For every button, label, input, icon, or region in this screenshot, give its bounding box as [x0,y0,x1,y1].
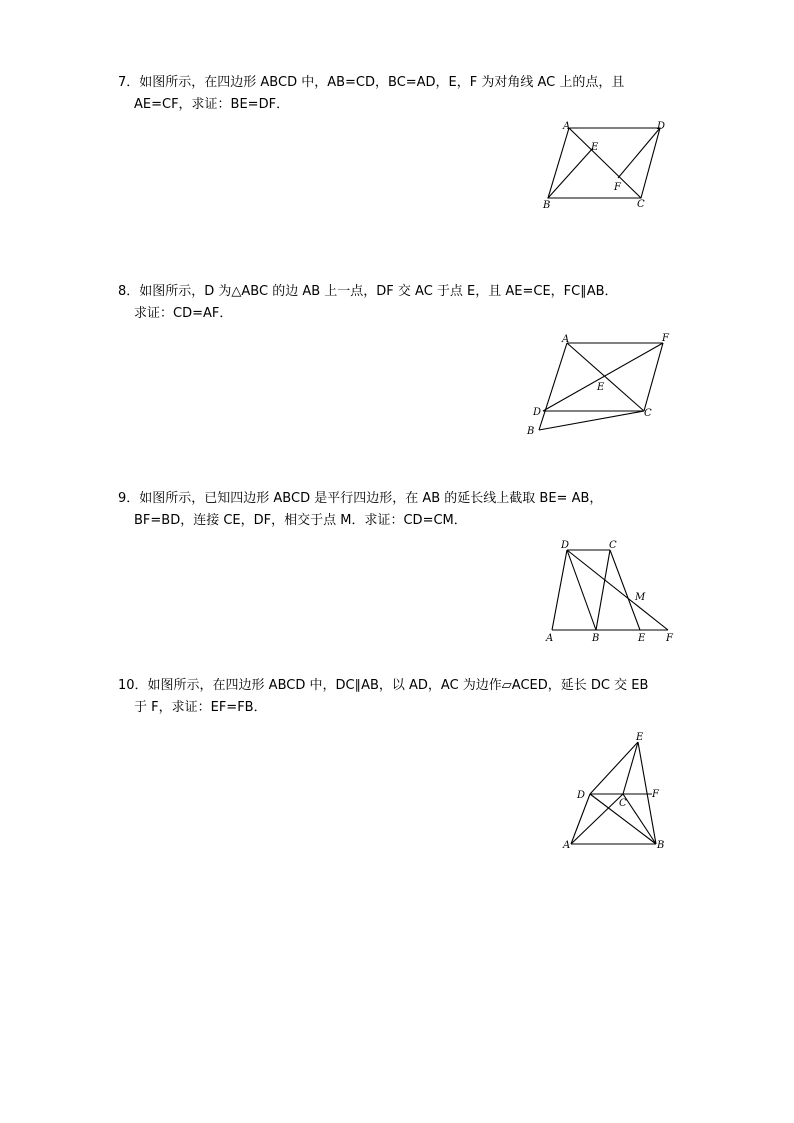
vertex-label-C: C [619,798,627,809]
vertex-label-C: C [637,199,645,210]
vertex-label-E: E [597,382,605,393]
problem-9-line-2: BF=BD，连接 CE，DF，相交于点 M．求证：CD=CM． [134,513,467,528]
vertex-label-B: B [543,200,551,211]
vertex-label-A: A [546,633,554,644]
vertex-label-M: M [635,592,646,603]
vertex-label-D: D [657,121,666,132]
vertex-label-F: F [666,633,673,644]
vertex-label-A: A [563,121,571,132]
vertex-label-C: C [644,408,652,419]
problem-7 [118,72,678,116]
vertex-label-E: E [591,142,599,153]
problem-8 [118,281,678,325]
vertex-label-E: E [638,633,646,644]
problem-7-figure [530,118,680,218]
vertex-label-D: D [533,407,542,418]
problem-9-line-1: 9．如图所示，已知四边形 ABCD 是平行四边形，在 AB 的延长线上截取 BE= AB， [118,491,603,506]
vertex-label-F: F [652,789,659,800]
vertex-label-A: A [563,840,571,851]
vertex-label-B: B [657,840,665,851]
vertex-label-D: D [577,790,586,801]
vertex-label-B: B [592,633,600,644]
vertex-label-E: E [636,732,644,743]
vertex-label-F: F [662,333,669,344]
problem-8-line-1: 8．如图所示，D 为△ABC 的边 AB 上一点，DF 交 AC 于点 E，且 AE=CE，FC∥AB． [118,284,618,299]
problem-9 [118,488,678,532]
problem-10-figure [555,728,685,853]
problem-8-line-2: 求证：CD=AF． [134,306,233,321]
problem-7-line-1: 7．如图所示，在四边形 ABCD 中，AB=CD，BC=AD，E，F 为对角线 AC 上的点，且 [118,75,625,90]
problem-10 [118,675,678,719]
problem-10-line-2: 于 F，求证：EF=FB． [134,700,267,715]
problem-10-line-1: 10．如图所示，在四边形 ABCD 中，DC∥AB，以 AD，AC 为边作▱ACED，延长 DC 交 EB [118,678,649,693]
problem-8-figure [522,330,682,440]
problem-7-line-2: AE=CF，求证：BE=DF． [134,97,290,112]
problem-9-figure [540,535,690,645]
vertex-label-C: C [609,540,617,551]
vertex-label-B: B [527,426,535,437]
vertex-label-A: A [562,334,570,345]
vertex-label-D: D [561,540,570,551]
vertex-label-F: F [614,182,621,193]
